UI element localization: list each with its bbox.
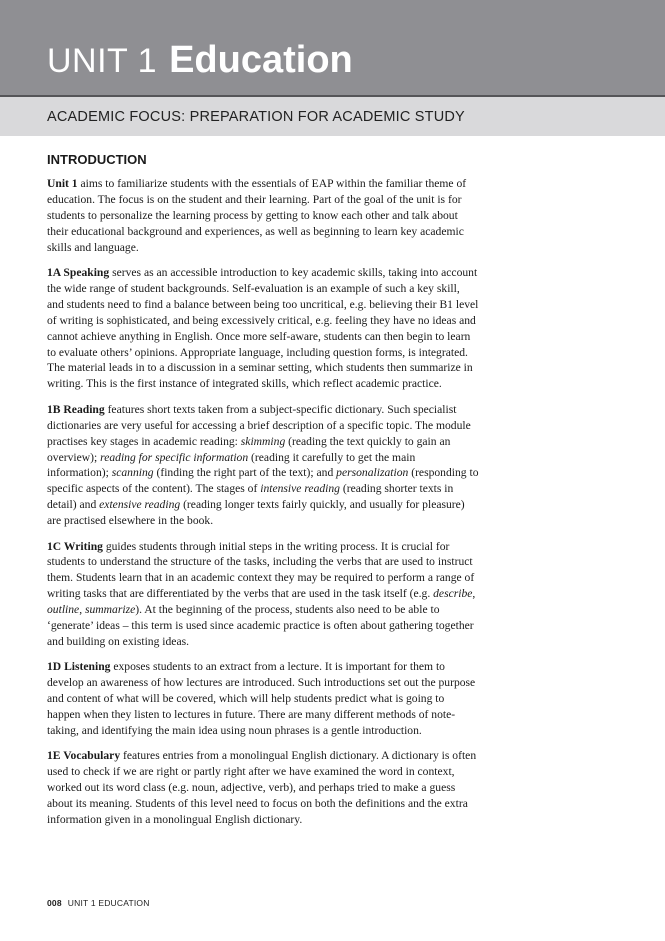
paragraph-text: (reading longer texts fairly quickly, and usually for pleasure) are practised elsewhere in the book. <box>47 498 465 528</box>
italic-term: describe <box>433 587 473 601</box>
unit-name: Education <box>169 39 353 81</box>
paragraph-text: exposes students to an extract from a lecture. It is important for them to develop an awareness of how lectures are introduced. Such introductions set out the purpose and content of what will be covered, which will help students predict what is going to happen when they listen to lectures in future. There are many different methods of note-taking, and identifying the main idea using noun phrases is a gentle introduction. <box>47 660 476 737</box>
paragraph-text: (reading it carefully to get the main information); <box>47 450 416 480</box>
academic-focus-bar <box>0 95 665 136</box>
paragraph-text: ). At the beginning of the process, students also need to be able to ‘generate’ ideas – this term is used since academic practice is often about gathering together and building on existing ideas. <box>47 603 474 648</box>
unit-banner <box>0 0 665 95</box>
italic-term: reading for specific information <box>100 450 249 464</box>
body-paragraph <box>47 176 479 256</box>
paragraph-text: (reading shorter texts in detail) and <box>47 482 454 512</box>
italic-term: intensive reading <box>260 482 340 496</box>
paragraph-lead: 1B Reading <box>47 402 105 416</box>
section-heading: INTRODUCTION <box>47 152 147 167</box>
paragraph-text: guides students through initial steps in the writing process. It is crucial for students to understand the structure of the tasks, including the verbs that are used to instruct them. Students learn that in an academic context they may be required to perform a range of writing tasks that are differentiated by the verbs that are used in the task itself (e.g. <box>47 539 475 601</box>
italic-term: summarize <box>85 603 136 617</box>
italic-term: outline <box>47 603 80 617</box>
unit-title <box>47 41 353 79</box>
paragraph-text: features entries from a monolingual English dictionary. A dictionary is often used to check if we are right or partly right after we have examined the word in context, worked out its word class (e.g. noun, adjective, verb), and perhaps tried to make a guess about its meaning. Students of this level need to focus on both the definitions and the extra information given in a monolingual English dictionary. <box>47 749 477 827</box>
paragraph-text: aims to familiarize students with the essentials of EAP within the familiar theme of education. The focus is on the student and their learning. Part of the goal of the unit is for students to personalize the learning process by getting to know each other and talk about their educational background and experiences, as well as beginning to learn key academic skills and language. <box>47 177 467 254</box>
footer-title: EDUCATION <box>98 898 150 908</box>
body-paragraph <box>47 265 479 392</box>
body-paragraph <box>47 748 479 828</box>
italic-term: scanning <box>111 466 154 480</box>
italic-term: skimming <box>240 434 286 448</box>
paragraph-text: serves as an accessible introduction to key academic skills, taking into account the wide range of student backgrounds. Self-evaluation is an example of such a key skill, and students need to find a balance between being too uncritical, e.g. believing their B1 level of writing is sophisticated, and being excessively critical, e.g. feeling they have no ideas and cannot achieve anything in English. Once more self-aware, students can then begin to learn to evaluate others’ opinions. Appropriate language, including question forms, is integrated. The material leads in to a discussion in a seminar setting, which students then summarize in writing. This is the first instance of integrated skills, which reflect academic practice. <box>47 266 479 391</box>
paragraph-text: , <box>79 603 85 617</box>
unit-number: UNIT 1 <box>47 42 158 80</box>
paragraph-text: features short texts taken from a subject-specific dictionary. Such specialist dictionaries are very useful for accessing a brief description of a specific topic. The module practises key stages in academic reading: <box>47 402 471 448</box>
paragraph-text: , <box>472 587 476 601</box>
footer-unit: UNIT 1 <box>67 898 96 908</box>
italic-term: personalization <box>336 466 409 480</box>
page-footer <box>47 898 150 908</box>
paragraph-lead: Unit 1 <box>47 177 78 190</box>
paragraph-lead: 1D Listening <box>47 660 111 674</box>
body-paragraph <box>47 402 479 529</box>
paragraph-lead: 1A Speaking <box>47 266 110 280</box>
paragraph-list <box>47 176 479 828</box>
paragraph-lead: 1E Vocabulary <box>47 749 121 763</box>
academic-focus-text: ACADEMIC FOCUS: PREPARATION FOR ACADEMIC STUDY <box>47 109 465 125</box>
italic-term: extensive reading <box>99 498 181 512</box>
paragraph-text: (finding the right part of the text); and <box>153 466 337 480</box>
paragraph-text: (responding to specific aspects of the content). The stages of <box>47 466 479 496</box>
main-content <box>47 152 479 837</box>
paragraph-text: (reading the text quickly to gain an overview); <box>47 434 451 464</box>
body-paragraph <box>47 539 479 650</box>
page-number: 008 <box>47 898 62 908</box>
body-paragraph <box>47 659 479 739</box>
paragraph-lead: 1C Writing <box>47 539 103 553</box>
